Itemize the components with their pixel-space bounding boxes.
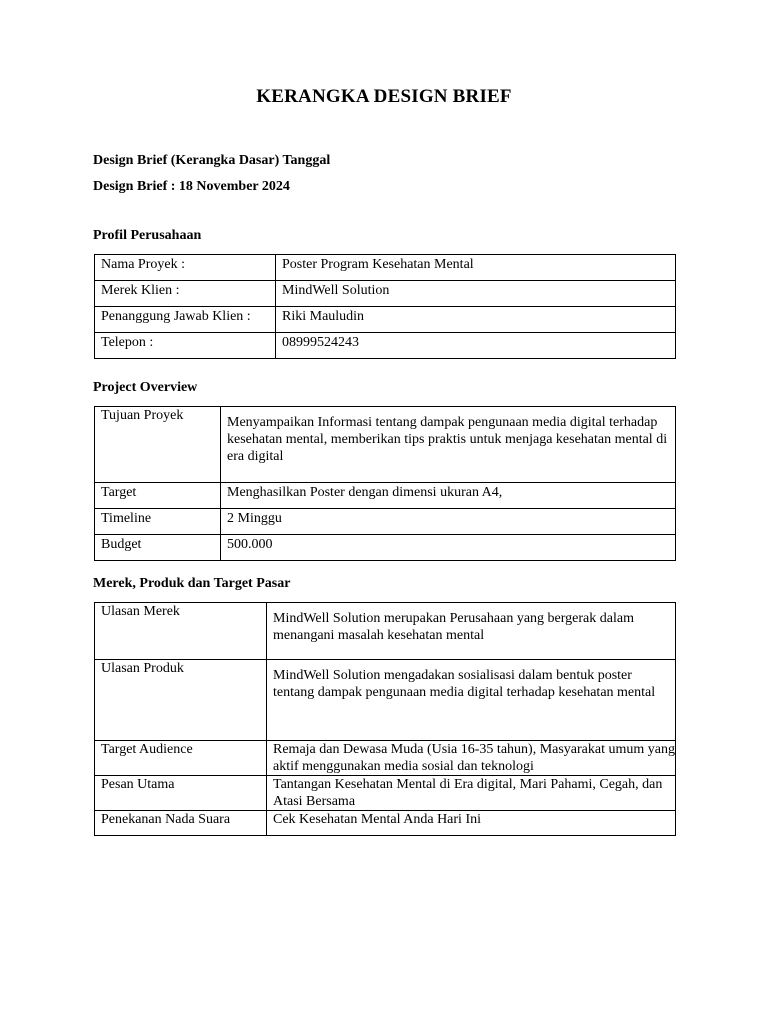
table-row: [95, 333, 676, 359]
row-label: Penanggung Jawab Klien :: [95, 307, 276, 333]
row-value: Remaja dan Dewasa Muda (Usia 16-35 tahun), Masyarakat umum yang aktif menggunakan media sosial dan teknologi: [267, 741, 676, 776]
row-value: MindWell Solution: [276, 281, 676, 307]
table-row: [95, 281, 676, 307]
row-label: Merek Klien :: [95, 281, 276, 307]
table-row: [95, 407, 676, 483]
table-row: [95, 603, 676, 660]
table-row: [95, 307, 676, 333]
table-row: [95, 509, 676, 535]
row-label: Telepon :: [95, 333, 276, 359]
row-label: Target Audience: [95, 741, 267, 776]
row-value: 2 Minggu: [221, 509, 676, 535]
brief-header-line-1: Design Brief (Kerangka Dasar) Tanggal: [93, 153, 331, 168]
row-value: Menyampaikan Informasi tentang dampak pengunaan media digital terhadap kesehatan mental, memberikan tips praktis untuk menjaga kesehatan mental di era digital: [221, 407, 676, 483]
row-label: Target: [95, 483, 221, 509]
document-title: KERANGKA DESIGN BRIEF: [256, 86, 512, 107]
row-value: Cek Kesehatan Mental Anda Hari Ini: [267, 811, 676, 836]
section-heading-overview: Project Overview: [93, 380, 198, 395]
table-row: [95, 660, 676, 741]
row-value: 500.000: [221, 535, 676, 561]
section-heading-merek: Merek, Produk dan Target Pasar: [93, 576, 291, 591]
row-label: Budget: [95, 535, 221, 561]
table-row: [95, 535, 676, 561]
table-row: [95, 776, 676, 811]
table-row: [95, 741, 676, 776]
row-label: Nama Proyek :: [95, 255, 276, 281]
brief-date-line: Design Brief : 18 November 2024: [93, 179, 290, 194]
row-value: 08999524243: [276, 333, 676, 359]
row-value: Riki Mauludin: [276, 307, 676, 333]
row-value: Poster Program Kesehatan Mental: [276, 255, 676, 281]
row-value: Menghasilkan Poster dengan dimensi ukuran A4,: [221, 483, 676, 509]
profil-table: [94, 254, 676, 359]
row-label: Pesan Utama: [95, 776, 267, 811]
row-label: Timeline: [95, 509, 221, 535]
row-label: Ulasan Merek: [95, 603, 267, 660]
row-label: Penekanan Nada Suara: [95, 811, 267, 836]
section-heading-profil: Profil Perusahaan: [93, 228, 202, 243]
merek-table: [94, 602, 676, 836]
table-row: [95, 255, 676, 281]
row-value: MindWell Solution merupakan Perusahaan yang bergerak dalam menangani masalah kesehatan mental: [267, 603, 676, 660]
row-value: MindWell Solution mengadakan sosialisasi dalam bentuk poster tentang dampak pengunaan media digital terhadap kesehatan mental: [267, 660, 676, 741]
row-label: Tujuan Proyek: [95, 407, 221, 483]
row-label: Ulasan Produk: [95, 660, 267, 741]
table-row: [95, 811, 676, 836]
row-value: Tantangan Kesehatan Mental di Era digital, Mari Pahami, Cegah, dan Atasi Bersama: [267, 776, 676, 811]
overview-table: [94, 406, 676, 561]
table-row: [95, 483, 676, 509]
